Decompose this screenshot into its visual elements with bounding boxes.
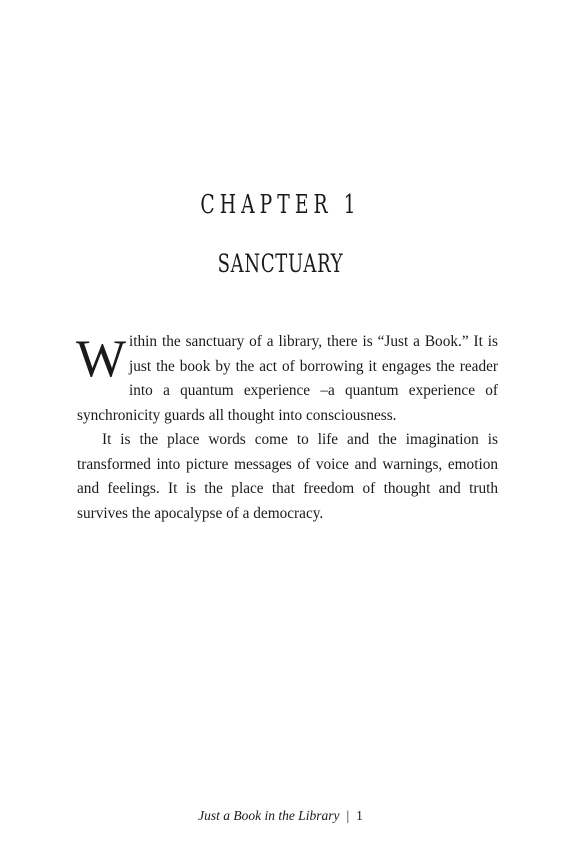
paragraph-2: It is the place words come to life and the imagination is transformed into picture messages of voice and warnings, emotion and feelings. It is the place that freedom of thought and truth survives the apocalypse of a democracy. <box>77 431 498 522</box>
chapter-title: SANCTUARY <box>217 249 344 278</box>
page-footer <box>0 808 561 824</box>
paragraph-1-text: ithin the sanctuary of a library, there is “Just a Book.” It is just the book by the act of borrowing it engages the reader into a quantum experience –a quantum experience of synchronicity guards all thought into consciousness. <box>77 333 498 424</box>
body-text <box>77 330 498 526</box>
footer-book-title: Just a Book in the Library <box>198 808 340 823</box>
footer-separator: | <box>346 808 350 823</box>
chapter-heading: CHAPTER 1 <box>200 190 361 220</box>
page-number: 1 <box>356 808 363 823</box>
drop-cap: W <box>76 330 127 388</box>
paragraph-1 <box>77 330 498 428</box>
